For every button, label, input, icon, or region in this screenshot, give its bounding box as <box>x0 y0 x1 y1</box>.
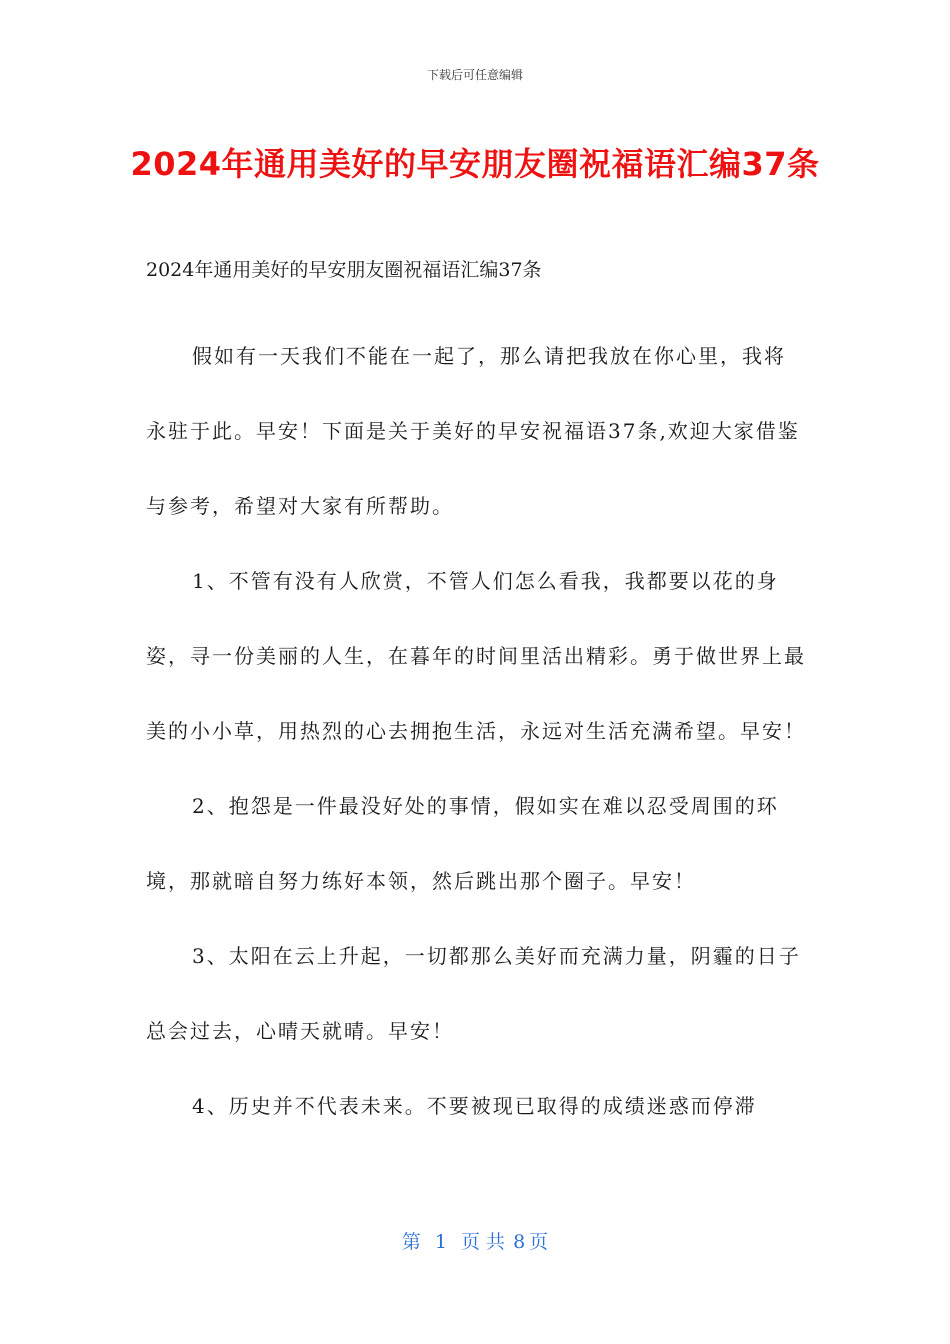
paragraph-item-2: 2、抱怨是一件最没好处的事情，假如实在难以忍受周围的环境，那就暗自努力练好本领，然后跳出那个圈子。早安！ <box>146 794 779 893</box>
document-subtitle: 2024年通用美好的早安朋友圈祝福语汇编37条 <box>146 259 542 281</box>
footer-prefix: 第 <box>401 1231 421 1253</box>
document-title: 2024年通用美好的早安朋友圈祝福语汇编37条 <box>130 145 820 183</box>
footer-middle: 页 共 <box>461 1231 506 1253</box>
page-header: 下载后可任意编辑 <box>426 68 523 82</box>
footer-suffix: 页 <box>529 1231 549 1253</box>
paragraph-item-3: 3、太阳在云上升起，一切都那么美好而充满力量，阴霾的日子总会过去，心晴天就晴。早安！ <box>146 944 801 1043</box>
page-footer <box>0 1227 950 1254</box>
intro-paragraph: 假如有一天我们不能在一起了，那么请把我放在你心里，我将永驻于此。早安！下面是关于美好的早安祝福语37条,欢迎大家借鉴与参考，希望对大家有所帮助。 <box>146 344 800 518</box>
paragraph-item-1: 1、不管有没有人欣赏，不管人们怎么看我，我都要以花的身姿，寻一份美丽的人生，在暮年的时间里活出精彩。勇于做世界上最美的小小草，用热烈的心去拥抱生活，永远对生活充满希望。早安！ <box>146 569 806 743</box>
current-page-number: 1 <box>434 1231 447 1253</box>
paragraph-item-4: 4、历史并不代表未来。不要被现已取得的成绩迷惑而停滞 <box>192 1094 757 1118</box>
total-pages-number: 8 <box>513 1231 526 1253</box>
document-body <box>146 319 806 1144</box>
